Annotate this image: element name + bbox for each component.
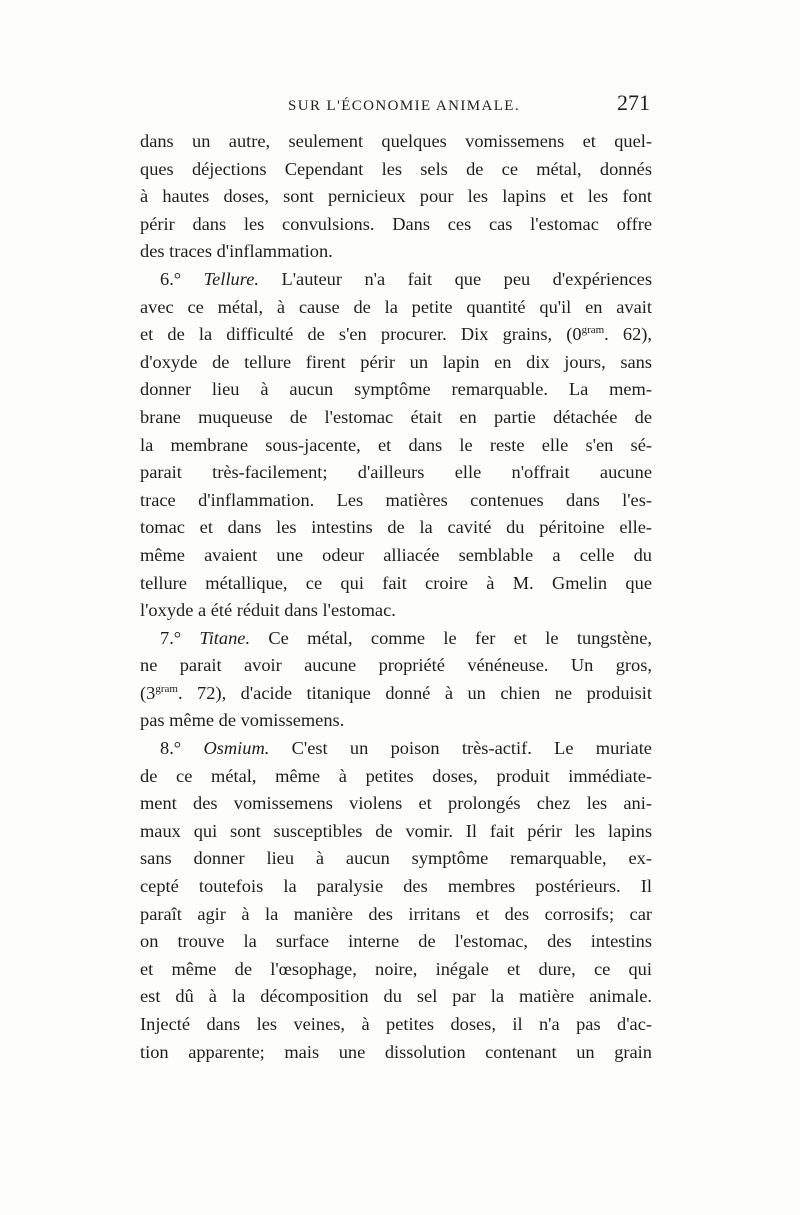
text-line xyxy=(140,901,652,929)
text-line xyxy=(140,266,652,294)
line-text: tomac et dans les intestins de la cavité du péritoine elle- xyxy=(140,517,652,538)
text-line xyxy=(140,349,652,377)
line-text: brane muqueuse de l'estomac était en partie détachée de xyxy=(140,406,652,427)
line-text: des traces d'inflammation. xyxy=(140,241,333,262)
section-number: 8.° xyxy=(160,738,182,759)
text-line xyxy=(140,211,652,239)
text-line xyxy=(140,983,652,1011)
text-line xyxy=(140,625,652,653)
text-line xyxy=(140,735,652,763)
text-line xyxy=(140,238,652,266)
line-text: dans un autre, seulement quelques vomissemens et quel- xyxy=(140,131,652,151)
line-text: tellure métallique, ce qui fait croire à M. Gmelin que xyxy=(140,572,652,593)
line-text: et même de l'œsophage, noire, inégale et dure, ce qui xyxy=(140,958,652,979)
line-text: (3 xyxy=(140,682,156,703)
line-text: Injecté dans les veines, à petites doses, il n'a pas d'ac- xyxy=(140,1014,652,1034)
page-header xyxy=(140,90,652,122)
line-text: Ce métal, comme le fer et le tungstène, xyxy=(268,627,652,648)
section-number: 6.° xyxy=(160,268,182,289)
line-text: maux qui sont susceptibles de vomir. Il fait périr les lapins xyxy=(140,820,652,841)
text-line xyxy=(140,294,652,322)
text-line xyxy=(140,818,652,846)
text-line xyxy=(140,707,652,735)
line-text: trace d'inflammation. Les matières contenues dans l'es- xyxy=(140,489,652,510)
line-text: et de la difficulté de s'en procurer. Dix grains, (0 xyxy=(140,324,582,345)
text-line xyxy=(140,183,652,211)
line-text: même avaient une odeur alliacée semblable a celle du xyxy=(140,544,652,565)
text-line xyxy=(140,570,652,598)
text-line xyxy=(140,404,652,432)
text-line xyxy=(140,542,652,570)
line-text-continued: . 62), xyxy=(604,324,653,345)
running-title: SUR L'ÉCONOMIE ANIMALE. xyxy=(288,98,520,114)
text-line xyxy=(140,459,652,487)
text-line xyxy=(140,432,652,460)
line-text: L'auteur n'a fait que peu d'expériences xyxy=(281,268,652,289)
text-line xyxy=(140,1011,652,1039)
line-text: périr dans les convulsions. Dans ces cas l'estomac offre xyxy=(140,213,652,234)
line-text: avec ce métal, à cause de la petite quantité qu'il en avait xyxy=(140,296,652,317)
text-line xyxy=(140,321,652,349)
line-text: est dû à la décomposition du sel par la matière animale. xyxy=(140,986,652,1007)
line-text: donner lieu à aucun symptôme remarquable. La mem- xyxy=(140,379,652,400)
line-text: paraît agir à la manière des irritans et des corrosifs; car xyxy=(140,903,652,924)
text-line xyxy=(140,845,652,873)
line-text: C'est un poison très-actif. Le muriate xyxy=(291,738,652,759)
line-text: la membrane sous-jacente, et dans le reste elle s'en sé- xyxy=(140,434,652,455)
line-text: pas même de vomissemens. xyxy=(140,710,345,731)
text-line xyxy=(140,597,652,625)
body-text xyxy=(140,128,652,1066)
line-text: l'oxyde a été réduit dans l'estomac. xyxy=(140,600,396,621)
line-text-continued: . 72), d'acide titanique donné à un chien ne produisit xyxy=(177,682,652,703)
line-text: cepté toutefois la paralysie des membres postérieurs. Il xyxy=(140,876,652,897)
page-number: 271 xyxy=(617,90,650,115)
line-text: ment des vomissemens violens et prolongés chez les ani- xyxy=(140,793,652,814)
section-number: 7.° xyxy=(160,627,182,648)
text-line xyxy=(140,763,652,791)
text-line xyxy=(140,128,652,156)
text-line xyxy=(140,928,652,956)
text-line xyxy=(140,376,652,404)
line-text: tion apparente; mais une dissolution contenant un grain xyxy=(140,1041,652,1062)
line-text: parait très-facilement; d'ailleurs elle n'offrait aucune xyxy=(140,462,652,483)
text-line xyxy=(140,652,652,680)
line-text: de ce métal, même à petites doses, produit immédiate- xyxy=(140,765,652,786)
unit-superscript: gram xyxy=(155,682,178,695)
section-heading: Tellure. xyxy=(203,268,259,289)
text-line xyxy=(140,680,652,708)
line-text: ques déjections Cependant les sels de ce métal, donnés xyxy=(140,158,652,179)
line-text: on trouve la surface interne de l'estomac, des intestins xyxy=(140,931,652,952)
text-line xyxy=(140,956,652,984)
line-text: d'oxyde de tellure firent périr un lapin en dix jours, sans xyxy=(140,351,652,372)
text-line xyxy=(140,487,652,515)
section-heading: Titane. xyxy=(199,627,251,648)
text-line xyxy=(140,790,652,818)
line-text: sans donner lieu à aucun symptôme remarquable, ex- xyxy=(140,848,652,869)
line-text: à hautes doses, sont pernicieux pour les lapins et les font xyxy=(140,186,652,207)
text-line xyxy=(140,514,652,542)
text-line xyxy=(140,156,652,184)
text-line xyxy=(140,873,652,901)
unit-superscript: gram xyxy=(581,324,605,337)
text-line xyxy=(140,1039,652,1067)
section-heading: Osmium. xyxy=(203,738,270,759)
line-text: ne parait avoir aucune propriété vénéneuse. Un gros, xyxy=(140,655,652,676)
